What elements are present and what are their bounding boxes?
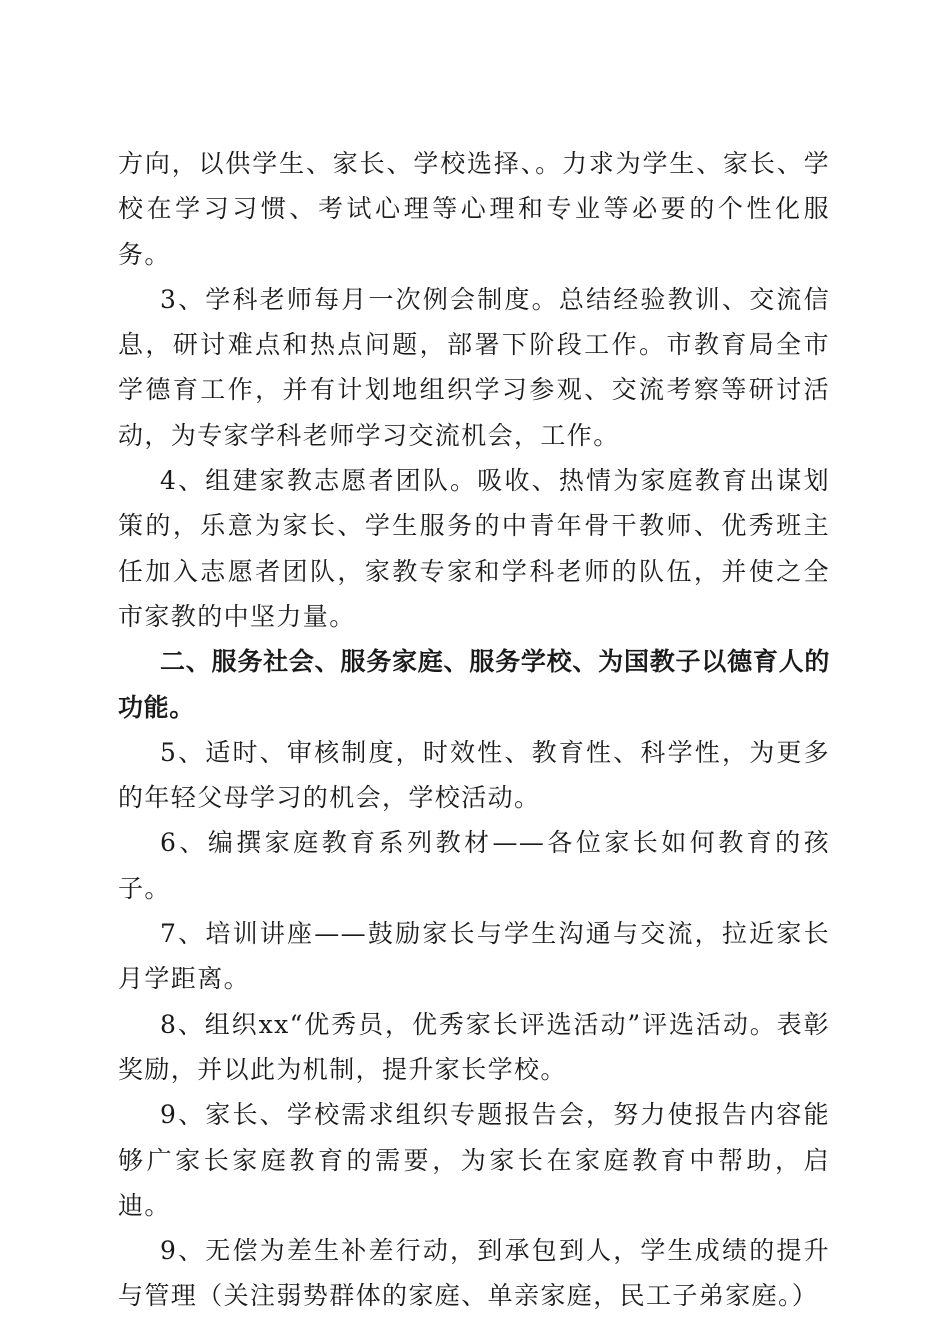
section-heading-2: 二、服务社会、服务家庭、服务学校、为国教子以德育人的功能。 — [118, 647, 830, 722]
paragraph-item-5: 5、适时、审核制度，时效性、教育性、科学性，为更多的年轻父母学习的机会，学校活动。 — [118, 737, 830, 813]
paragraph-item-3: 3、学科老师每月一次例会制度。总结经验教训、交流信息，研讨难点和热点问题，部署下阶段工作。市教育局全市学德育工作，并有计划地组织学习参观、交流考察等研讨活动，为专家学科老师学习交流机会，工作。 — [118, 284, 830, 450]
paragraph-item-9a: 9、家长、学校需求组织专题报告会，努力使报告内容能够广家长家庭教育的需要，为家长在家庭教育中帮助，启迪。 — [118, 1100, 830, 1220]
paragraph-item-8: 8、组织xx“优秀员，优秀家长评选活动”评选活动。表彰奖励，并以此为机制，提升家长学校。 — [118, 1009, 830, 1084]
paragraph-item-6: 6、编撰家庭教育系列教材——各位家长如何教育的孩子。 — [118, 828, 830, 903]
document-body — [118, 141, 830, 1319]
paragraph-item-7: 7、培训讲座——鼓励家长与学生沟通与交流，拉近家长月学距离。 — [118, 919, 830, 994]
paragraph-continuation: 方向，以供学生、家长、学校选择、。力求为学生、家长、学校在学习习惯、考试心理等心理和专业等必要的个性化服务。 — [118, 149, 830, 269]
paragraph-item-9b: 9、无偿为差生补差行动，到承包到人，学生成绩的提升与管理（关注弱势群体的家庭、单亲家庭，民工子弟家庭。） — [118, 1236, 830, 1311]
paragraph-item-4: 4、组建家教志愿者团队。吸收、热情为家庭教育出谋划策的，乐意为家长、学生服务的中青年骨干教师、优秀班主任加入志愿者团队，家教专家和学科老师的队伍，并使之全市家教的中坚力量。 — [118, 466, 830, 631]
